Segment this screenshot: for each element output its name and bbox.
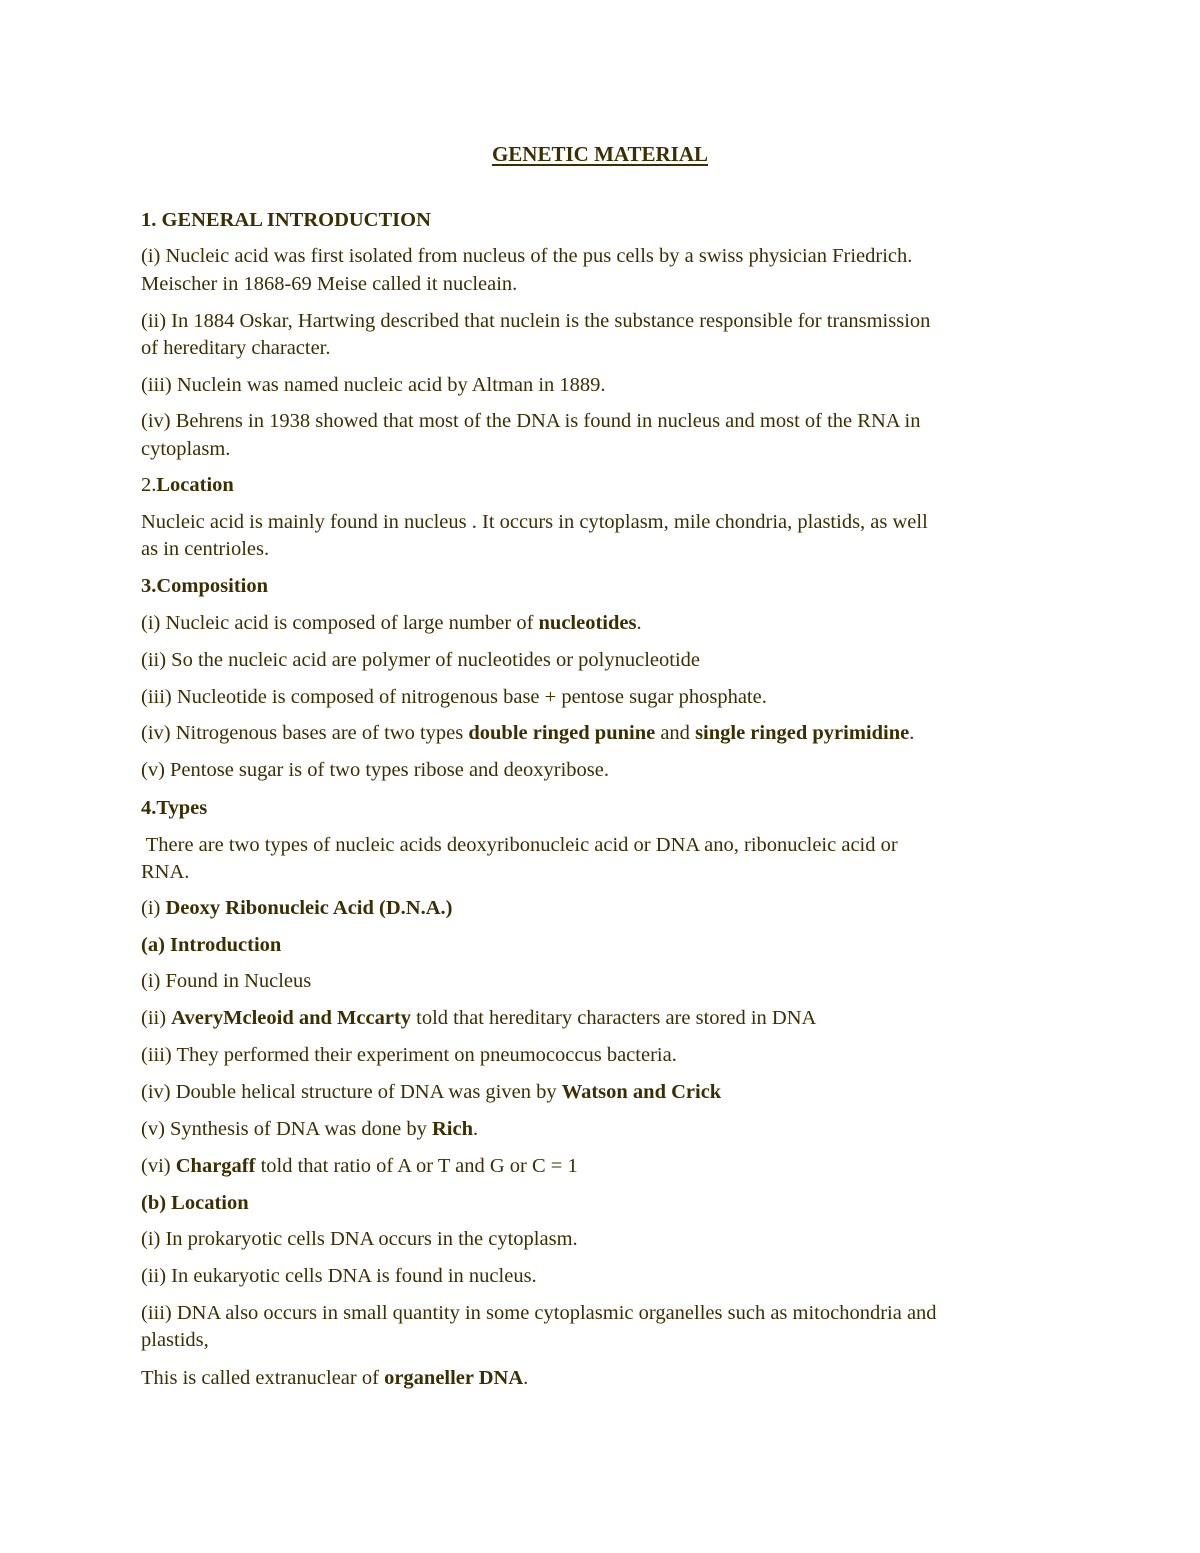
intro-item-vi: (vi) Chargaff told that ratio of A or T and G or C = 1	[141, 1155, 578, 1177]
term-watson-crick: Watson and Crick	[561, 1081, 722, 1103]
s1-p1-line2: Meischer in 1868-69 Meise called it nucleain.	[141, 273, 518, 295]
intro-item-ii: (ii) AveryMcleoid and Mccarty told that hereditary characters are stored in DNA	[141, 1007, 817, 1029]
intro-subheading: (a) Introduction	[141, 934, 282, 956]
s1-p3: (iii) Nuclein was named nucleic acid by Altman in 1889.	[141, 374, 606, 396]
s1-p4-line2: cytoplasm.	[141, 438, 231, 460]
section-1-heading: 1. GENERAL INTRODUCTION	[141, 209, 431, 231]
location-subheading: (b) Location	[141, 1192, 249, 1214]
term-punine: double ringed punine	[468, 722, 656, 744]
s1-p2-line1: (ii) In 1884 Oskar, Hartwing described that nuclein is the substance responsible for transmission	[141, 310, 931, 332]
location-item-ii: (ii) In eukaryotic cells DNA is found in nucleus.	[141, 1265, 537, 1287]
dna-subheading: (i) Deoxy Ribonucleic Acid (D.N.A.)	[141, 897, 453, 919]
term-chargaff: Chargaff	[175, 1155, 256, 1177]
s2-p1-line1: Nucleic acid is mainly found in nucleus . It occurs in cytoplasm, mile chondria, plastids, as well	[141, 511, 928, 533]
s3-item-v: (v) Pentose sugar is of two types ribose and deoxyribose.	[141, 759, 609, 781]
term-organeller-dna: organeller DNA	[384, 1367, 524, 1389]
s2-p1-line2: as in centrioles.	[141, 538, 270, 560]
location-item-iii-line1: (iii) DNA also occurs in small quantity in some cytoplasmic organelles such as mitochondria and	[141, 1302, 937, 1324]
term-pyrimidine: single ringed pyrimidine	[695, 722, 910, 744]
s3-item-i: (i) Nucleic acid is composed of large number of nucleotides.	[141, 612, 642, 634]
section-3-heading: 3.Composition	[141, 575, 269, 597]
s3-item-iv: (iv) Nitrogenous bases are of two types double ringed punine and single ringed pyrimidine.	[141, 722, 915, 744]
page-title: GENETIC MATERIAL	[491, 142, 709, 166]
s3-item-iii: (iii) Nucleotide is composed of nitrogenous base + pentose sugar phosphate.	[141, 686, 767, 708]
s4-p1-line1: There are two types of nucleic acids deoxyribonucleic acid or DNA ano, ribonucleic acid or	[141, 834, 898, 856]
section-2-number: 2.	[141, 474, 157, 496]
s3-item-ii: (ii) So the nucleic acid are polymer of nucleotides or polynucleotide	[141, 649, 701, 671]
intro-item-v: (v) Synthesis of DNA was done by Rich.	[141, 1118, 479, 1140]
intro-item-iii: (iii) They performed their experiment on pneumococcus bacteria.	[141, 1044, 677, 1066]
intro-item-i: (i) Found in Nucleus	[141, 970, 312, 992]
s1-p1-line1: (i) Nucleic acid was first isolated from nucleus of the pus cells by a swiss physician Friedrich.	[141, 245, 913, 267]
section-4-heading: 4.Types	[141, 797, 208, 819]
location-item-iii-line2: plastids,	[141, 1329, 209, 1351]
term-avery-mccarty: AveryMcleoid and Mccarty	[171, 1007, 412, 1029]
closing-sentence: This is called extranuclear of organeller DNA.	[141, 1367, 529, 1389]
term-nucleotides: nucleotides	[538, 612, 637, 634]
s1-p4-line1: (iv) Behrens in 1938 showed that most of the DNA is found in nucleus and most of the RNA in	[141, 410, 921, 432]
location-item-i: (i) In prokaryotic cells DNA occurs in the cytoplasm.	[141, 1228, 578, 1250]
s1-p2-line2: of hereditary character.	[141, 337, 331, 359]
section-2-title: Location	[156, 474, 234, 496]
s4-p1-line2: RNA.	[141, 861, 190, 883]
intro-item-iv: (iv) Double helical structure of DNA was given by Watson and Crick	[141, 1081, 722, 1103]
section-2-heading	[141, 472, 234, 498]
term-rich: Rich	[431, 1118, 473, 1140]
